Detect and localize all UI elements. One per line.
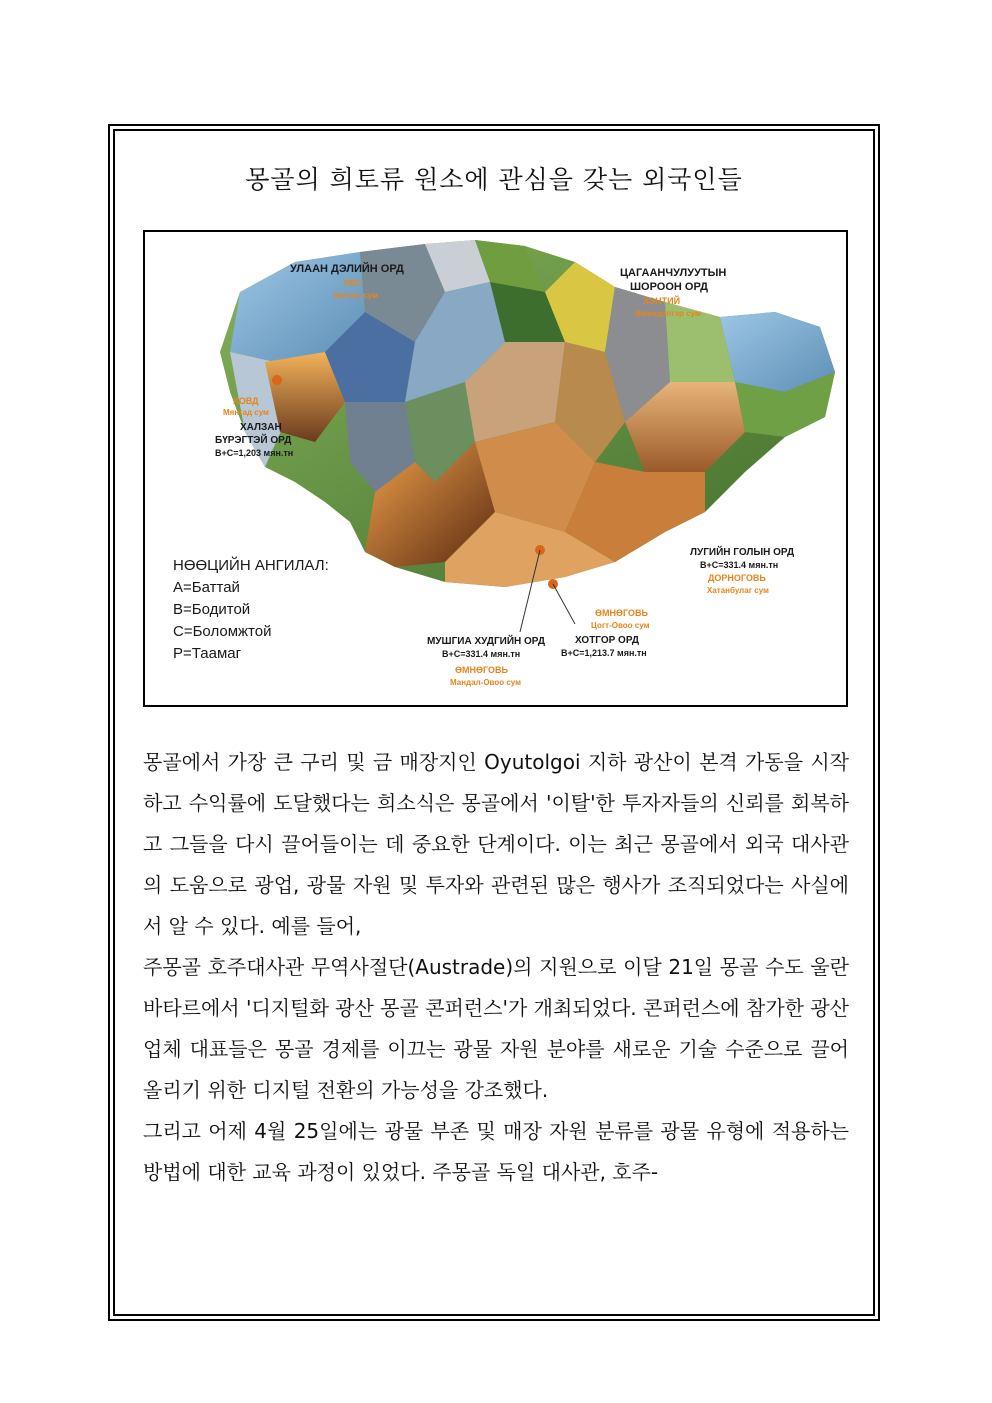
legend-item: A=Баттай — [173, 579, 240, 596]
label-ulaan-name: УЛААН ДЭЛИЙН ОРД — [290, 263, 404, 275]
label-khovd-sum: Мянгад сум — [223, 408, 269, 417]
paragraph: 그리고 어제 4월 25일에는 광물 부존 및 매장 자원 분류를 광물 유형에 적용하는 방법에 대한 교육 과정이 있었다. 주몽골 독일 대사관, 호주- — [143, 1119, 849, 1184]
label-lugiin-aimag: ДОРНОГОВЬ — [708, 573, 766, 583]
mongolia-deposits-map — [143, 230, 848, 707]
label-lugiin-sum: Хатанбулаг сум — [707, 586, 769, 595]
label-tsagaan-aimag: ХЭНТИЙ — [643, 296, 681, 306]
legend-item: P=Таамаг — [173, 645, 242, 662]
label-mushgia-name: МУШГИА ХУДГИЙН ОРД — [427, 636, 545, 647]
label-khovd-aimag: ХОВД — [233, 396, 259, 406]
label-khalzan-name2: БҮРЭГТЭЙ ОРД — [215, 435, 292, 446]
map-collage — [220, 240, 835, 587]
label-ulaan-sum: Завхан сум — [333, 291, 379, 300]
paragraph: 몽골에서 가장 큰 구리 및 금 매장지인 Oyutolgoi 지하 광산이 본격 가동을 시작하고 수익률에 도달했다는 희소식은 몽골에서 '이탈'한 투자자들의 신뢰를 회복하고 그들을 다시 끌어들이는 데 중요한 단계이다. 이는 최근 몽골에서 외국 대사관의 도움으로 광업, 광물 자원 및 투자와 관련된 많은 행사가 조직되었다는 사실에서 알 수 있다. 예를 들어, — [143, 750, 849, 938]
label-khalzan-name1: ХАЛЗАН — [240, 422, 282, 433]
label-khotgor-aimag: ӨМНӨГОВЬ — [595, 608, 648, 618]
legend-item: C=Боломжтой — [173, 623, 272, 640]
label-tsagaan-sum: Өмнөдэлгэр сум — [635, 309, 701, 318]
label-khotgor-sum: Цогт-Овоо сум — [591, 621, 650, 630]
marker-khovd — [272, 375, 282, 385]
document-body — [143, 742, 849, 1193]
label-khalzan-value: B+C=1,203 мян.тн — [215, 448, 294, 458]
label-tsagaan-name2: ШОРООН ОРД — [630, 281, 708, 293]
legend-item: B=Бодитой — [173, 601, 251, 618]
label-mushgia-sum: Мандал-Овоо сум — [450, 678, 522, 687]
label-lugiin-value: B+C=331.4 мян.тн — [700, 560, 779, 570]
label-tsagaan-name1: ЦАГААНЧУЛУУТЫН — [620, 267, 727, 279]
label-mushgia-aimag: ӨМНӨГОВЬ — [455, 665, 508, 675]
paragraph: 주몽골 호주대사관 무역사절단(Austrade)의 지원으로 이달 21일 몽골 수도 울란바타르에서 '디지털화 광산 몽골 콘퍼런스'가 개최되었다. 콘퍼런스에 참가한 광산업체 대표들은 몽골 경제를 이끄는 광물 자원 분야를 새로운 기술 수준으로 끌어올리기 위한 디지털 전환의 가능성을 강조했다. — [143, 955, 849, 1102]
document-title: 몽골의 희토류 원소에 관심을 갖는 외국인들 — [245, 165, 743, 194]
label-lugiin-name: ЛУГИЙН ГОЛЫН ОРД — [690, 547, 795, 558]
map-legend — [173, 556, 329, 662]
label-ulaan-aimag: УВС — [343, 278, 362, 288]
label-mushgia-value: B+C=331.4 мян.тн — [442, 649, 521, 659]
legend-title: НӨӨЦИЙН АНГИЛАЛ: — [173, 557, 329, 574]
label-khotgor-name: ХОТГОР ОРД — [575, 635, 640, 646]
label-khotgor-value: B+C=1,213.7 мян.тн — [561, 648, 647, 658]
